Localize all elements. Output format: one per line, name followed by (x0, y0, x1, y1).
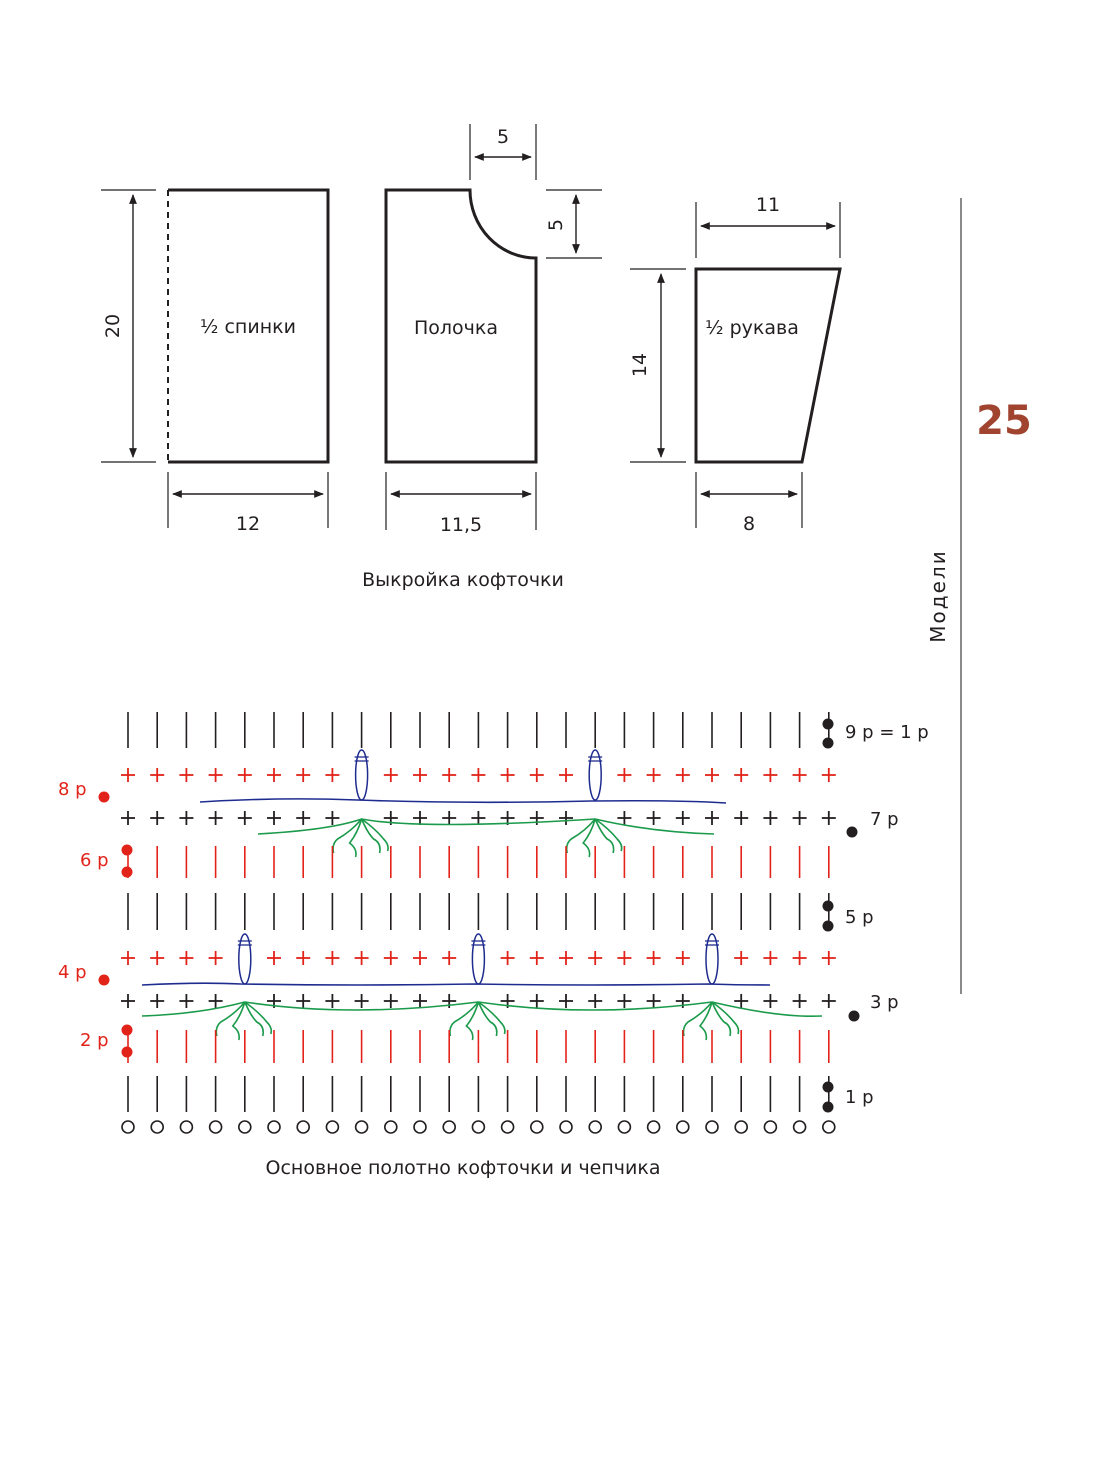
row-marker-dot (823, 901, 834, 912)
front-piece-label: Полочка (413, 317, 499, 339)
sleeve-piece-label: ½ рукава (705, 317, 799, 339)
chain-stitch (385, 1121, 397, 1133)
chain-stitch (823, 1121, 835, 1133)
long-loop-fan (362, 819, 380, 853)
front-piece (386, 124, 602, 536)
chain-stitch (648, 1121, 660, 1133)
row-label-r3: 3 р (870, 992, 899, 1013)
long-loop-fan (333, 819, 362, 853)
chain-stitch (618, 1121, 630, 1133)
pattern-caption: Выкройка кофточки (362, 569, 564, 591)
row-label-r2: 2 р (80, 1030, 109, 1051)
front-neck-width-label: 5 (496, 126, 510, 148)
chain-stitch (180, 1121, 192, 1133)
long-loop-fan (478, 1002, 496, 1036)
row-label-r6: 6 р (80, 850, 109, 871)
row-marker-dot (823, 719, 834, 730)
long-loop-fan (362, 819, 389, 851)
row-label-r4: 4 р (58, 962, 87, 983)
row-marker-dot (99, 792, 110, 803)
chain-stitch (356, 1121, 368, 1133)
chain-stitch (531, 1121, 543, 1133)
row-label-r9: 9 р = 1 р (845, 722, 929, 743)
row-marker-dot (823, 921, 834, 932)
back-piece (101, 190, 328, 535)
row-marker-dot (823, 738, 834, 749)
chain-stitch (764, 1121, 776, 1133)
section-label: Модели (926, 549, 950, 643)
sleeve-top-width-label: 11 (755, 194, 781, 216)
chain-stitch (239, 1121, 251, 1133)
row-marker-dot (122, 1025, 133, 1036)
row-marker-dot (122, 845, 133, 856)
row-marker-dot (849, 1011, 860, 1022)
sleeve-height-label: 14 (629, 352, 651, 378)
long-loop-fan (450, 1002, 479, 1036)
row-label-r5: 5 р (845, 907, 874, 928)
row7-chain-line (258, 819, 714, 834)
back-width-label: 12 (235, 513, 261, 535)
long-loop-fan (684, 1002, 713, 1036)
row-marker-dot (99, 975, 110, 986)
row-label-r1: 1 р (845, 1087, 874, 1108)
long-loop-fan (712, 1002, 730, 1036)
stitch-chart (58, 712, 929, 1133)
row8-chain-line (200, 799, 726, 803)
sleeve-bottom-width-label: 8 (742, 513, 756, 535)
back-piece-label: ½ спинки (200, 316, 296, 338)
sleeve-piece (629, 194, 840, 535)
row-marker-dot (122, 1047, 133, 1058)
back-height-label: 20 (102, 313, 124, 339)
row-label-r8: 8 р (58, 779, 87, 800)
chain-stitch (472, 1121, 484, 1133)
page-number: 25 (976, 398, 1032, 444)
row-marker-dot (823, 1082, 834, 1093)
row-marker-dot (823, 1102, 834, 1113)
chain-stitch (151, 1121, 163, 1133)
chain-stitch (794, 1121, 806, 1133)
row-label-r7: 7 р (870, 809, 899, 830)
long-loop-fan (595, 819, 613, 853)
chain-stitch (268, 1121, 280, 1133)
row-marker-dot (122, 867, 133, 878)
chain-stitch (326, 1121, 338, 1133)
chain-stitch (414, 1121, 426, 1133)
chain-stitch (589, 1121, 601, 1133)
chain-stitch (735, 1121, 747, 1133)
chart-caption: Основное полотно кофточки и чепчика (265, 1157, 661, 1179)
chain-stitch (677, 1121, 689, 1133)
long-loop-fan (478, 1002, 505, 1034)
long-loop-fan (245, 1002, 263, 1036)
chain-stitch (210, 1121, 222, 1133)
long-loop-fan (567, 819, 596, 853)
chain-stitch (502, 1121, 514, 1133)
chain-stitch (122, 1121, 134, 1133)
front-width-label: 11,5 (439, 514, 483, 536)
front-neck-depth-label: 5 (545, 218, 567, 232)
chain-stitch (560, 1121, 572, 1133)
long-loop-fan (245, 1002, 271, 1034)
row4-chain-line (142, 983, 770, 985)
row-marker-dot (847, 827, 858, 838)
chain-stitch (297, 1121, 309, 1133)
chain-stitch (706, 1121, 718, 1133)
chain-stitch (443, 1121, 455, 1133)
